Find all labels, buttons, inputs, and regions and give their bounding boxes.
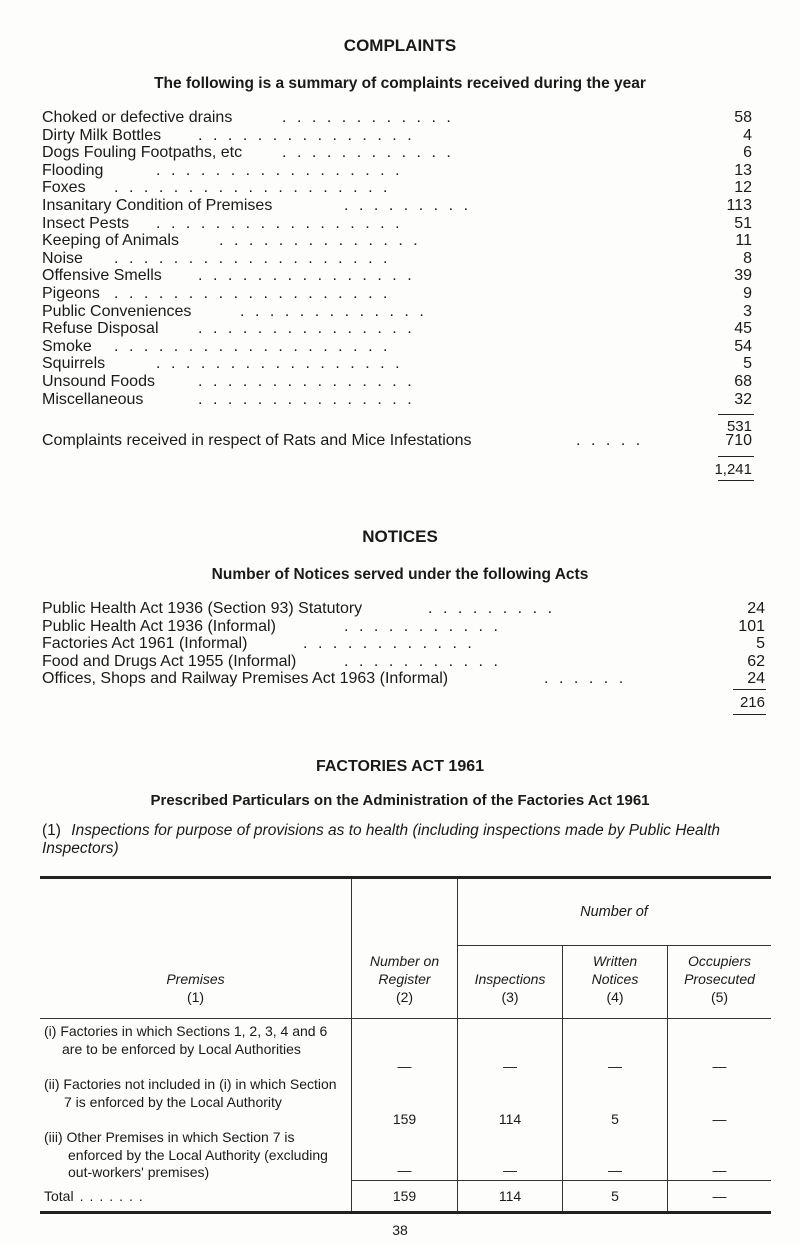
item-value: 8 (743, 249, 752, 267)
list-item: Offices, Shops and Railway Premises Act 1963 (Informal) ...... 24 (42, 670, 765, 688)
col-premises-header (40, 970, 351, 1006)
table-top-border (40, 876, 771, 879)
item-value: 62 (747, 652, 765, 670)
factories-title: FACTORIES ACT 1961 (315, 758, 485, 775)
divider (733, 689, 766, 690)
list-item: Food and Drugs Act 1955 (Informal) ........... 62 (42, 652, 765, 670)
total-label: Total (44, 1188, 74, 1204)
section-number: (1) (42, 822, 61, 839)
factories-subtitle: Prescribed Particulars on the Administration of the Factories Act 1961 (150, 792, 650, 809)
item-value: 68 (734, 372, 752, 390)
page-number: 38 (392, 1222, 408, 1238)
item-value: 4 (743, 126, 752, 144)
list-item: Foxes ................... 12 (42, 179, 752, 197)
col-notices-num: (4) (606, 989, 624, 1005)
item-value: 39 (734, 267, 752, 285)
list-item: Keeping of Animals .............. 11 (42, 232, 752, 250)
premises-cell: (i) Factories in which Sections 1, 2, 3, 4 and 6 are to be enforced by Local Authorities (44, 1023, 328, 1057)
col-inspections-label: Inspections (474, 971, 546, 987)
complaints-list (42, 109, 752, 408)
item-label: Food and Drugs Act 1955 (Informal) (42, 652, 297, 670)
complaints-total: 1,241 (714, 461, 752, 478)
list-item: Dirty Milk Bottles ............... 4 (42, 126, 752, 144)
list-item: Public Health Act 1936 (Informal) ........... 101 (42, 617, 765, 635)
occupiers-cell: — (712, 1162, 727, 1178)
list-item: Squirrels ................. 5 (42, 355, 752, 373)
group-header: Number of (580, 904, 648, 920)
premises-cell: (iii) Other Premises in which Section 7 is enforced by the Local Authority (excluding out-workers' premises) (44, 1129, 328, 1181)
item-label: Flooding (42, 161, 104, 179)
list-item: Pigeons ................... 9 (42, 284, 752, 302)
notices-cell: — (608, 1162, 622, 1178)
list-item: Public Health Act 1936 (Section 93) Statutory ......... 24 (42, 600, 765, 617)
item-value: 54 (734, 337, 752, 355)
item-value: 6 (743, 144, 752, 162)
total-register: 159 (392, 1188, 417, 1204)
col-register-label: Number on Register (369, 953, 440, 987)
section-text: Inspections for purpose of provisions as to health (including inspections made by Public Health Inspectors) (42, 822, 721, 857)
list-item: Miscellaneous ............... 32 (42, 390, 752, 408)
item-label: Refuse Disposal (42, 320, 159, 338)
divider (733, 714, 766, 715)
occupiers-cell: — (712, 1058, 727, 1074)
item-label: Pigeons (42, 284, 100, 302)
table-row (44, 1023, 339, 1182)
divider (718, 480, 754, 481)
list-item: Dogs Fouling Footpaths, etc ............ 6 (42, 144, 752, 162)
row-divider (457, 945, 771, 946)
item-value: 58 (734, 109, 752, 126)
item-label: Miscellaneous (42, 390, 144, 408)
total-occupiers: — (712, 1188, 727, 1204)
list-item: Noise ................... 8 (42, 249, 752, 267)
col-register-header (352, 952, 457, 1006)
list-item: Choked or defective drains ............ 58 (42, 109, 752, 126)
section-heading (42, 822, 777, 858)
premises-cell: (ii) Factories not included in (i) in which Section 7 is enforced by the Local Authority (44, 1076, 337, 1110)
register-cell: — (397, 1162, 412, 1178)
item-value: 11 (735, 232, 752, 250)
complaints-subtitle: The following is a summary of complaints received during the year (154, 75, 646, 92)
occupiers-cell: — (712, 1111, 727, 1127)
list-item: Refuse Disposal ............... 45 (42, 320, 752, 338)
list-item: Unsound Foods ............... 68 (42, 372, 752, 390)
item-label: Insanitary Condition of Premises (42, 196, 273, 214)
item-label: Keeping of Animals (42, 232, 179, 250)
col-register-num: (2) (395, 989, 414, 1005)
col-notices-label: Written Notices (591, 953, 639, 987)
item-value: 24 (747, 670, 765, 688)
item-label: Public Conveniences (42, 302, 192, 320)
list-item: Insanitary Condition of Premises ......... 113 (42, 196, 752, 214)
item-label: Foxes (42, 179, 86, 197)
item-label: Noise (42, 249, 83, 267)
row-divider (351, 1180, 771, 1181)
col-premises-label: Premises (166, 971, 225, 987)
item-label: Offices, Shops and Railway Premises Act 1963 (Informal) (42, 670, 449, 688)
list-item: Offensive Smells ............... 39 (42, 267, 752, 285)
item-value: 24 (747, 600, 765, 617)
item-value: 45 (734, 320, 752, 338)
item-label: Squirrels (42, 355, 106, 373)
rats-label: Complaints received in respect of Rats and Mice Infestations (42, 432, 472, 449)
divider (718, 414, 754, 415)
item-value: 51 (734, 214, 752, 232)
inspections-cell: — (503, 1058, 517, 1074)
register-cell: — (397, 1058, 412, 1074)
row-divider (40, 1018, 771, 1019)
item-label: Unsound Foods (42, 372, 155, 390)
list-item: Factories Act 1961 (Informal) ............ 5 (42, 635, 765, 653)
list-item: Insect Pests ................. 51 (42, 214, 752, 232)
item-value: 3 (743, 302, 752, 320)
notices-subtitle: Number of Notices served under the following Acts (211, 566, 589, 583)
list-item: Smoke ................... 54 (42, 337, 752, 355)
notices-cell: — (608, 1058, 622, 1074)
notices-cell: 5 (611, 1111, 619, 1127)
divider (718, 456, 754, 457)
item-value: 13 (734, 161, 752, 179)
table-bottom-border (40, 1211, 771, 1214)
item-value: 5 (743, 355, 752, 373)
notices-total: 216 (739, 694, 765, 711)
item-label: Public Health Act 1936 (Section 93) Statutory (42, 600, 363, 617)
inspections-cell: — (503, 1162, 517, 1178)
col-occupiers-header (668, 952, 771, 1006)
col-premises-num: (1) (186, 989, 205, 1005)
col-inspections-num: (3) (501, 989, 519, 1005)
item-value: 5 (756, 635, 765, 653)
total-row: Total ....... (44, 1188, 149, 1204)
col-inspections-header (458, 970, 562, 1006)
item-value: 101 (738, 617, 765, 635)
list-item: Complaints received in respect of Rats and Mice Infestations ..... 710 (42, 432, 752, 449)
col-occupiers-label: Occupiers Prosecuted (684, 953, 755, 987)
col-occupiers-num: (5) (710, 989, 729, 1005)
item-value: 113 (726, 196, 752, 214)
register-cell: 159 (392, 1111, 417, 1127)
item-label: Dirty Milk Bottles (42, 126, 162, 144)
item-label: Dogs Fouling Footpaths, etc (42, 144, 243, 162)
item-label: Public Health Act 1936 (Informal) (42, 617, 276, 635)
total-notices: 5 (611, 1188, 619, 1204)
list-item: Flooding ................. 13 (42, 161, 752, 179)
complaints-title: COMPLAINTS (343, 36, 457, 55)
item-label: Factories Act 1961 (Informal) (42, 635, 248, 653)
item-label: Offensive Smells (42, 267, 162, 285)
item-label: Choked or defective drains (42, 109, 233, 126)
col-notices-header (563, 952, 667, 1006)
item-value: 32 (734, 390, 752, 408)
notices-title: NOTICES (362, 527, 438, 546)
item-label: Insect Pests (42, 214, 130, 232)
rats-value: 710 (725, 432, 752, 449)
item-value: 12 (734, 179, 752, 197)
notices-list (42, 600, 765, 688)
complaints-subtotal: 531 (726, 418, 752, 435)
total-inspections: 114 (498, 1188, 522, 1204)
rats-row (42, 432, 752, 450)
inspections-cell: 114 (498, 1111, 522, 1127)
item-value: 9 (743, 284, 752, 302)
item-label: Smoke (42, 337, 92, 355)
list-item: Public Conveniences ............. 3 (42, 302, 752, 320)
